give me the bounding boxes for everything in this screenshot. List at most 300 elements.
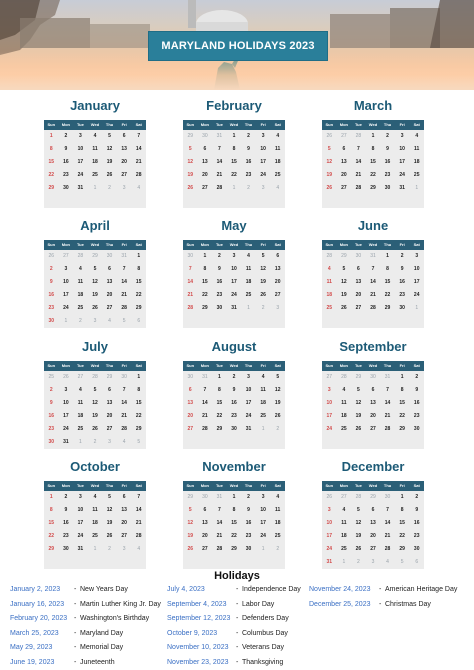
- calendar-day: 8: [49, 507, 53, 513]
- calendar-day: 26: [355, 426, 362, 432]
- calendar-day: 12: [92, 400, 98, 406]
- calendar-day: 12: [355, 520, 362, 526]
- calendar-day: 28: [355, 494, 362, 500]
- holiday-name: Christmas Day: [385, 600, 431, 608]
- calendar-day: 8: [400, 507, 404, 513]
- holiday-entry: [309, 584, 457, 596]
- calendar-day: 16: [216, 279, 223, 285]
- holiday-name: Independence Day: [242, 586, 301, 593]
- calendar-day: 1: [232, 494, 236, 500]
- calendar-day: 8: [386, 266, 389, 272]
- calendar-day: 23: [48, 426, 55, 432]
- calendar-day: 21: [355, 172, 362, 178]
- calendar-day: 8: [137, 266, 141, 272]
- weekday-label: Thu: [244, 242, 253, 247]
- calendar-day: 16: [413, 520, 420, 526]
- calendar-day: 30: [202, 494, 208, 500]
- calendar-day: 8: [218, 387, 221, 393]
- calendar-day: 18: [341, 533, 347, 539]
- calendar-day: 4: [342, 387, 346, 393]
- weekday-label: Tue: [216, 483, 223, 488]
- weekday-header: [183, 361, 285, 371]
- calendar-day: 13: [106, 279, 113, 285]
- calendar-day: 20: [121, 520, 127, 526]
- weekday-label: Mon: [200, 363, 209, 368]
- calendar-day: 5: [108, 494, 111, 500]
- weekday-label: Tue: [355, 363, 362, 368]
- weekday-label: Mon: [339, 483, 348, 488]
- calendar-day: 4: [247, 253, 250, 259]
- calendar-day: 2: [261, 305, 265, 311]
- weekday-label: Sun: [186, 483, 195, 488]
- holiday-date: July 4, 2023: [167, 586, 205, 593]
- calendar-day: 14: [202, 400, 208, 406]
- calendar-day: 17: [63, 413, 69, 419]
- calendar-day: 13: [370, 400, 376, 406]
- calendar-day: 24: [63, 305, 69, 311]
- calendar-day: 18: [274, 520, 281, 526]
- weekday-label: Mon: [61, 242, 70, 247]
- calendar-day: 24: [260, 533, 266, 539]
- calendar-day: 2: [218, 253, 221, 259]
- calendar-day: 29: [341, 253, 347, 259]
- weekday-header: [183, 120, 285, 130]
- calendar-day: 25: [260, 413, 266, 419]
- calendar-day: 4: [108, 318, 111, 324]
- calendar-day: 23: [48, 305, 55, 311]
- calendar-day: 15: [231, 520, 237, 526]
- calendar-day: 23: [245, 172, 252, 178]
- calendar-day: 17: [399, 159, 405, 165]
- weekday-label: Sun: [186, 242, 195, 247]
- calendar-day: 27: [202, 185, 208, 191]
- calendar-day: 30: [48, 318, 55, 324]
- calendar-day: 3: [276, 305, 280, 311]
- calendar-day: 21: [187, 292, 194, 298]
- calendar-day: 25: [413, 172, 420, 178]
- day-grid: [183, 491, 285, 569]
- calendar-day: 11: [245, 266, 252, 272]
- calendar-day: 26: [326, 494, 333, 500]
- calendar-day: 31: [231, 305, 237, 311]
- weekday-label: Wed: [368, 122, 378, 127]
- calendar-day: 15: [202, 279, 208, 285]
- calendar-day: 9: [415, 387, 419, 393]
- calendar-day: 20: [106, 413, 113, 419]
- calendar-day: 20: [274, 279, 281, 285]
- calendar-day: 18: [341, 413, 347, 419]
- weekday-label: Wed: [368, 363, 378, 368]
- holiday-date: January 16, 2023: [10, 600, 65, 608]
- calendar-day: 14: [121, 279, 127, 285]
- calendar-day: 1: [137, 374, 141, 380]
- calendar-day: 2: [232, 374, 236, 380]
- calendar-day: 14: [216, 159, 223, 165]
- calendar-day: 29: [399, 546, 405, 552]
- calendar-day: 28: [92, 374, 98, 380]
- calendar-day: 3: [232, 253, 236, 259]
- calendar-day: 27: [63, 253, 69, 259]
- calendar-day: 10: [326, 520, 333, 526]
- weekday-label: Fri: [121, 242, 127, 247]
- calendar-day: 27: [341, 494, 347, 500]
- calendar-day: 13: [121, 507, 127, 513]
- calendar-day: 21: [135, 159, 142, 165]
- calendar-day: 28: [355, 133, 362, 139]
- weekday-label: Mon: [61, 363, 70, 368]
- calendar-day: 20: [370, 533, 376, 539]
- calendar-day: 21: [135, 520, 142, 526]
- calendar-day: 28: [384, 546, 391, 552]
- weekday-header: [322, 240, 424, 250]
- holiday-name: Martin Luther King Jr. Day: [80, 600, 161, 608]
- calendar-day: 10: [77, 507, 84, 513]
- calendar-day: 3: [261, 133, 265, 139]
- calendar-day: 14: [135, 507, 142, 513]
- calendar-day: 19: [187, 172, 194, 178]
- holiday-date: November 10, 2023: [167, 644, 229, 651]
- calendar-day: 5: [400, 559, 404, 565]
- weekday-label: Thu: [244, 122, 253, 127]
- weekday-label: Wed: [90, 242, 100, 247]
- calendar-day: 22: [135, 292, 142, 298]
- calendar-day: 30: [231, 426, 237, 432]
- day-grid: [322, 371, 424, 449]
- calendar-day: 20: [341, 172, 347, 178]
- calendar-day: 28: [202, 426, 208, 432]
- weekday-label: Thu: [244, 363, 253, 368]
- calendar-day: 31: [77, 546, 84, 552]
- calendar-day: 31: [63, 439, 69, 445]
- calendar-day: 9: [49, 400, 53, 406]
- calendar-day: 28: [370, 305, 376, 311]
- calendar-day: 8: [232, 146, 236, 152]
- calendar-day: 27: [121, 172, 127, 178]
- weekday-label: Mon: [339, 122, 348, 127]
- calendar-day: 19: [341, 292, 347, 298]
- calendar-day: 30: [370, 374, 376, 380]
- holiday-entry: [167, 628, 288, 640]
- calendar-day: 4: [415, 133, 419, 139]
- calendar-day: 23: [384, 172, 391, 178]
- calendar-day: 26: [260, 292, 266, 298]
- weekday-label: Mon: [61, 122, 70, 127]
- month-title: March: [353, 98, 393, 113]
- calendar-day: 24: [245, 413, 252, 419]
- calendar-day: 25: [341, 546, 347, 552]
- calendar-day: 15: [231, 159, 237, 165]
- calendar-day: 30: [63, 546, 69, 552]
- weekday-label: Sat: [274, 483, 281, 488]
- holiday-separator: -: [74, 586, 77, 593]
- calendar-day: 5: [357, 507, 360, 513]
- calendar-day: 11: [77, 400, 84, 406]
- calendar-day: 7: [371, 266, 375, 272]
- calendar-day: 9: [218, 266, 221, 272]
- holiday-name: Juneteenth: [80, 658, 115, 666]
- holiday-entry: [167, 584, 301, 596]
- day-grid: [44, 130, 146, 208]
- calendar-day: 18: [413, 159, 420, 165]
- month-title: November: [202, 459, 266, 474]
- calendar-day: 15: [135, 400, 142, 406]
- calendar-day: 20: [202, 172, 208, 178]
- calendar-day: 31: [121, 253, 127, 259]
- calendar-day: 11: [275, 146, 281, 152]
- weekday-label: Sat: [413, 122, 420, 127]
- calendar-day: 17: [326, 533, 333, 539]
- weekday-label: Sat: [413, 242, 420, 247]
- calendar-day: 7: [122, 266, 126, 272]
- holiday-date: November 23, 2023: [167, 658, 229, 666]
- calendar-day: 13: [187, 400, 194, 406]
- calendar-day: 15: [399, 400, 405, 406]
- holiday-separator: -: [74, 658, 77, 666]
- calendar-day: 24: [326, 546, 333, 552]
- calendar-day: 14: [384, 400, 391, 406]
- calendar-day: 28: [121, 305, 127, 311]
- holiday-date: September 12, 2023: [167, 615, 231, 622]
- weekday-label: Sun: [186, 122, 195, 127]
- calendar-day: 5: [188, 146, 192, 152]
- calendar-day: 2: [276, 426, 280, 432]
- weekday-label: Sat: [135, 122, 142, 127]
- calendar-day: 4: [276, 133, 280, 139]
- weekday-label: Tue: [77, 483, 84, 488]
- calendar-day: 23: [63, 533, 69, 539]
- day-grid: [44, 250, 146, 328]
- calendar-day: 27: [341, 133, 347, 139]
- holiday-name: Washington's Birthday: [80, 615, 150, 622]
- weekday-label: Thu: [105, 242, 114, 247]
- calendar-day: 14: [121, 400, 127, 406]
- calendar-day: 29: [106, 374, 113, 380]
- calendar-day: 26: [106, 172, 113, 178]
- calendar-day: 2: [64, 494, 68, 500]
- calendar-day: 30: [187, 253, 194, 259]
- calendar-day: 27: [341, 185, 347, 191]
- calendar-day: 22: [231, 533, 237, 539]
- calendar-day: 7: [386, 507, 389, 513]
- calendar-day: 2: [49, 266, 53, 272]
- weekday-label: Sat: [274, 242, 281, 247]
- calendar-day: 25: [77, 305, 84, 311]
- calendar-day: 30: [106, 253, 113, 259]
- weekday-label: Thu: [383, 242, 392, 247]
- calendar-day: 4: [261, 374, 265, 380]
- calendar-day: 16: [384, 159, 391, 165]
- calendar-day: 4: [327, 266, 331, 272]
- calendar-day: 6: [415, 559, 419, 565]
- calendar-day: 10: [63, 400, 69, 406]
- calendar-day: 26: [326, 185, 333, 191]
- calendar-day: 24: [63, 426, 69, 432]
- calendar-day: 11: [326, 279, 332, 285]
- weekday-label: Fri: [399, 122, 405, 127]
- calendar-day: 6: [371, 507, 375, 513]
- calendar-day: 29: [355, 374, 362, 380]
- calendar-day: 10: [245, 387, 252, 393]
- day-grid: [322, 250, 424, 328]
- holiday-name: Veterans Day: [242, 644, 285, 651]
- calendar-day: 29: [92, 253, 98, 259]
- calendar-day: 3: [247, 374, 250, 380]
- calendar-day: 17: [326, 413, 333, 419]
- calendar-day: 2: [108, 546, 111, 552]
- calendar-day: 28: [384, 426, 391, 432]
- calendar-day: 4: [79, 266, 82, 272]
- calendar-day: 30: [355, 253, 362, 259]
- calendar-day: 10: [399, 146, 405, 152]
- calendar-day: 30: [384, 185, 391, 191]
- calendar-day: 27: [274, 292, 281, 298]
- calendar-day: 11: [341, 520, 347, 526]
- calendar-day: 22: [399, 533, 405, 539]
- holiday-separator: -: [74, 629, 77, 637]
- calendar-day: 25: [341, 426, 347, 432]
- calendar-day: 1: [232, 185, 236, 191]
- holiday-separator: -: [236, 629, 239, 637]
- calendar-day: 18: [77, 413, 84, 419]
- calendar-day: 16: [245, 159, 252, 165]
- calendar-day: 1: [218, 374, 221, 380]
- calendar-day: 31: [202, 374, 208, 380]
- month-title: September: [339, 339, 407, 354]
- calendar-day: 14: [370, 279, 376, 285]
- calendar-day: 25: [274, 172, 281, 178]
- weekday-label: Sun: [325, 242, 334, 247]
- calendar-day: 4: [342, 507, 346, 513]
- calendar-day: 18: [326, 292, 333, 298]
- weekday-label: Thu: [105, 122, 114, 127]
- calendar-day: 24: [326, 426, 333, 432]
- calendar-day: 3: [415, 253, 419, 259]
- weekday-label: Fri: [260, 242, 266, 247]
- holiday-separator: -: [379, 586, 382, 593]
- holidays-heading: Holidays: [214, 570, 260, 582]
- calendar-day: 6: [122, 494, 126, 500]
- calendar-day: 8: [203, 266, 207, 272]
- calendar-day: 31: [216, 133, 223, 139]
- calendar-day: 22: [216, 413, 223, 419]
- day-grid: [44, 491, 146, 569]
- calendar-day: 24: [231, 292, 237, 298]
- calendar-day: 11: [92, 146, 98, 152]
- calendar-day: 26: [106, 533, 113, 539]
- calendar-day: 4: [386, 559, 389, 565]
- calendar-day: 25: [245, 292, 252, 298]
- weekday-label: Fri: [399, 483, 405, 488]
- calendar-day: 16: [63, 520, 69, 526]
- calendar-day: 19: [274, 400, 281, 406]
- calendar-day: 10: [260, 146, 266, 152]
- calendar-day: 20: [121, 159, 127, 165]
- calendar-day: 9: [49, 279, 53, 285]
- calendar-day: 14: [216, 520, 223, 526]
- calendar-day: 4: [137, 185, 141, 191]
- calendar-day: 31: [326, 559, 333, 565]
- calendar-day: 5: [122, 318, 126, 324]
- calendar-day: 29: [231, 546, 237, 552]
- calendar-day: 30: [384, 494, 391, 500]
- holiday-separator: -: [236, 658, 239, 666]
- weekday-label: Sun: [47, 483, 56, 488]
- weekday-header: [322, 481, 424, 491]
- holiday-name: Defenders Day: [242, 615, 289, 622]
- calendar-day: 31: [216, 494, 223, 500]
- calendar-day: 8: [371, 146, 375, 152]
- calendar-day: 2: [247, 133, 250, 139]
- calendar-day: 7: [122, 387, 126, 393]
- calendar-day: 31: [384, 374, 391, 380]
- calendar-day: 19: [187, 533, 194, 539]
- holiday-entry: [309, 599, 431, 611]
- calendar-day: 5: [108, 133, 111, 139]
- calendar-day: 1: [400, 374, 404, 380]
- calendar-day: 1: [261, 426, 265, 432]
- calendar-day: 3: [400, 133, 404, 139]
- calendar-day: 21: [216, 533, 223, 539]
- weekday-label: Mon: [339, 242, 348, 247]
- calendar-day: 2: [276, 546, 280, 552]
- holiday-entry: [167, 642, 284, 654]
- calendar-day: 30: [413, 546, 420, 552]
- calendar-day: 31: [77, 185, 84, 191]
- holiday-separator: -: [74, 600, 77, 608]
- calendar-day: 6: [137, 318, 141, 324]
- calendar-day: 4: [79, 387, 82, 393]
- holiday-separator: -: [379, 600, 382, 608]
- calendar-day: 9: [386, 146, 389, 152]
- holiday-separator: -: [74, 644, 77, 651]
- calendar-day: 5: [261, 253, 265, 259]
- calendar-day: 31: [399, 185, 405, 191]
- calendar-day: 28: [121, 426, 127, 432]
- calendar-day: 13: [202, 159, 208, 165]
- calendar-day: 2: [79, 318, 82, 324]
- holiday-name: Thanksgiving: [242, 658, 284, 666]
- holiday-entry: [10, 599, 161, 611]
- weekday-label: Fri: [260, 483, 266, 488]
- calendar-day: 22: [135, 413, 142, 419]
- calendar-day: 28: [187, 305, 194, 311]
- weekday-label: Thu: [383, 483, 392, 488]
- calendar-day: 27: [121, 533, 127, 539]
- calendar-day: 3: [108, 439, 111, 445]
- month-title: October: [70, 459, 120, 474]
- calendar-day: 5: [327, 146, 331, 152]
- calendar-day: 26: [341, 305, 347, 311]
- calendar-day: 31: [245, 426, 252, 432]
- calendar-day: 16: [48, 413, 55, 419]
- calendar-day: 20: [370, 413, 376, 419]
- month-title: April: [80, 218, 110, 233]
- calendar-day: 27: [370, 426, 376, 432]
- weekday-label: Sun: [186, 363, 195, 368]
- month-title: January: [70, 98, 120, 113]
- weekday-header: [44, 361, 146, 371]
- calendar-day: 7: [386, 387, 389, 393]
- calendar-day: 25: [274, 533, 281, 539]
- calendar-day: 18: [77, 292, 84, 298]
- calendar-day: 24: [77, 172, 84, 178]
- calendar-day: 19: [92, 413, 98, 419]
- calendar-day: 13: [274, 266, 281, 272]
- day-grid: [183, 371, 285, 449]
- calendar-day: 11: [275, 507, 281, 513]
- calendar-day: 13: [341, 159, 347, 165]
- holiday-date: October 9, 2023: [167, 629, 218, 637]
